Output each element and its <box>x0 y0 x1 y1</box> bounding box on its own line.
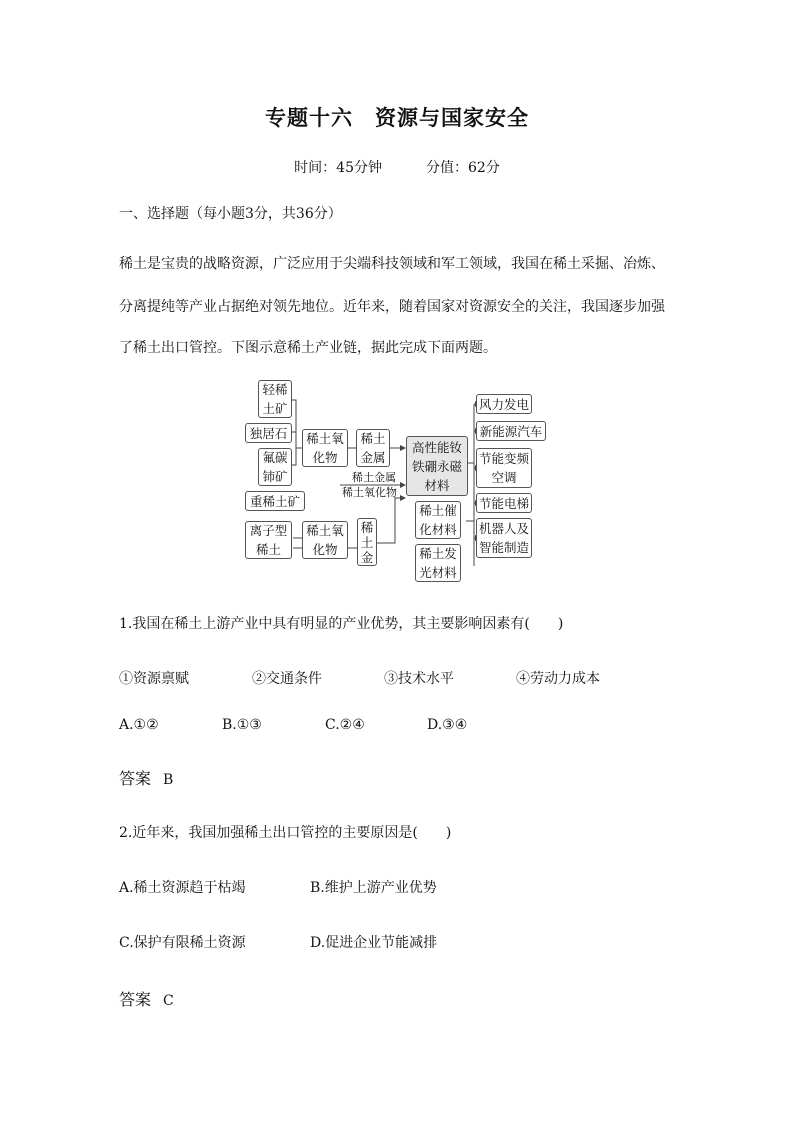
intro-line-1: 稀土是宝贵的战略资源，广泛应用于尖端科技领域和军工领域，我国在稀土采掘、冶炼、 <box>119 256 665 272</box>
ionic-rare-earth-box: 离子型稀土 <box>245 521 292 559</box>
intro-line-2: 分离提纯等产业占据绝对领先地位。近年来，随着国家对资源安全的关注，我国逐步加强 <box>119 299 665 315</box>
app-new-energy-vehicle-box: 新能源汽车 <box>476 421 546 441</box>
total-score: 分值：62分 <box>426 160 500 176</box>
q1-option-a: A.①② <box>119 717 159 733</box>
ndfeb-magnet-material-box: 高性能钕铁硼永磁材料 <box>406 436 468 496</box>
q1-item-3: ③技术水平 <box>384 671 454 687</box>
q1-answer-label: 答案 <box>119 769 152 788</box>
rare-earth-catalyst-material-box: 稀土催化材料 <box>415 501 461 539</box>
q2-option-a: A.稀土资源趋于枯竭 <box>119 880 246 896</box>
rare-earth-oxide-box-1: 稀土氧化物 <box>302 429 348 467</box>
light-rare-earth-ore-box: 轻稀土矿 <box>258 380 292 418</box>
monazite-box: 独居石 <box>245 423 292 443</box>
q1-option-b: B.①③ <box>222 717 262 733</box>
q1-option-c: C.②④ <box>325 717 365 733</box>
rare-earth-oxide-box-2: 稀土氧化物 <box>302 521 348 559</box>
q1-item-1: ①资源禀赋 <box>119 671 189 687</box>
app-energy-saving-elevator-box: 节能电梯 <box>476 493 532 513</box>
q2-answer-label: 答案 <box>119 990 152 1009</box>
q2-option-d: D.促进企业节能减排 <box>310 935 438 951</box>
q1-answer-value: B <box>163 772 174 788</box>
flow-label-metal: 稀土金属 <box>352 471 396 484</box>
exam-meta <box>0 157 794 177</box>
rare-earth-alloy-box: 稀土金 <box>357 518 377 566</box>
q1-answer <box>119 766 173 789</box>
app-robotics-box: 机器人及智能制造 <box>476 518 532 558</box>
flow-label-oxide: 稀土氧化物 <box>342 486 397 499</box>
q2-answer <box>119 987 174 1010</box>
q2-option-b: B.维护上游产业优势 <box>310 880 437 896</box>
heavy-rare-earth-ore-box: 重稀土矿 <box>245 491 305 511</box>
section-heading: 一、选择题（每小题3分，共36分） <box>119 206 342 222</box>
q1-stem: 1.我国在稀土上游产业中具有明显的产业优势，其主要影响因素有( ) <box>119 616 564 632</box>
rare-earth-industry-chain-diagram <box>240 378 560 588</box>
rare-earth-metal-box: 稀土金属 <box>356 429 390 467</box>
rare-earth-luminescent-material-box: 稀土发光材料 <box>415 544 461 582</box>
app-wind-power-box: 风力发电 <box>476 394 532 414</box>
q1-option-d: D.③④ <box>427 717 468 733</box>
q1-item-4: ④劳动力成本 <box>516 671 600 687</box>
app-inverter-air-conditioner-box: 节能变频空调 <box>476 448 532 488</box>
bastnaesite-box: 氟碳铈矿 <box>258 448 292 486</box>
q2-option-c: C.保护有限稀土资源 <box>119 935 246 951</box>
intro-line-3: 了稀土出口管控。下图示意稀土产业链，据此完成下面两题。 <box>119 340 497 356</box>
q1-item-2: ②交通条件 <box>252 671 322 687</box>
q2-answer-value: C <box>163 993 174 1009</box>
q2-stem: 2.近年来，我国加强稀土出口管控的主要原因是( ) <box>119 825 452 841</box>
time-limit: 时间：45分钟 <box>294 160 382 176</box>
page-title: 专题十六 资源与国家安全 <box>265 105 529 130</box>
